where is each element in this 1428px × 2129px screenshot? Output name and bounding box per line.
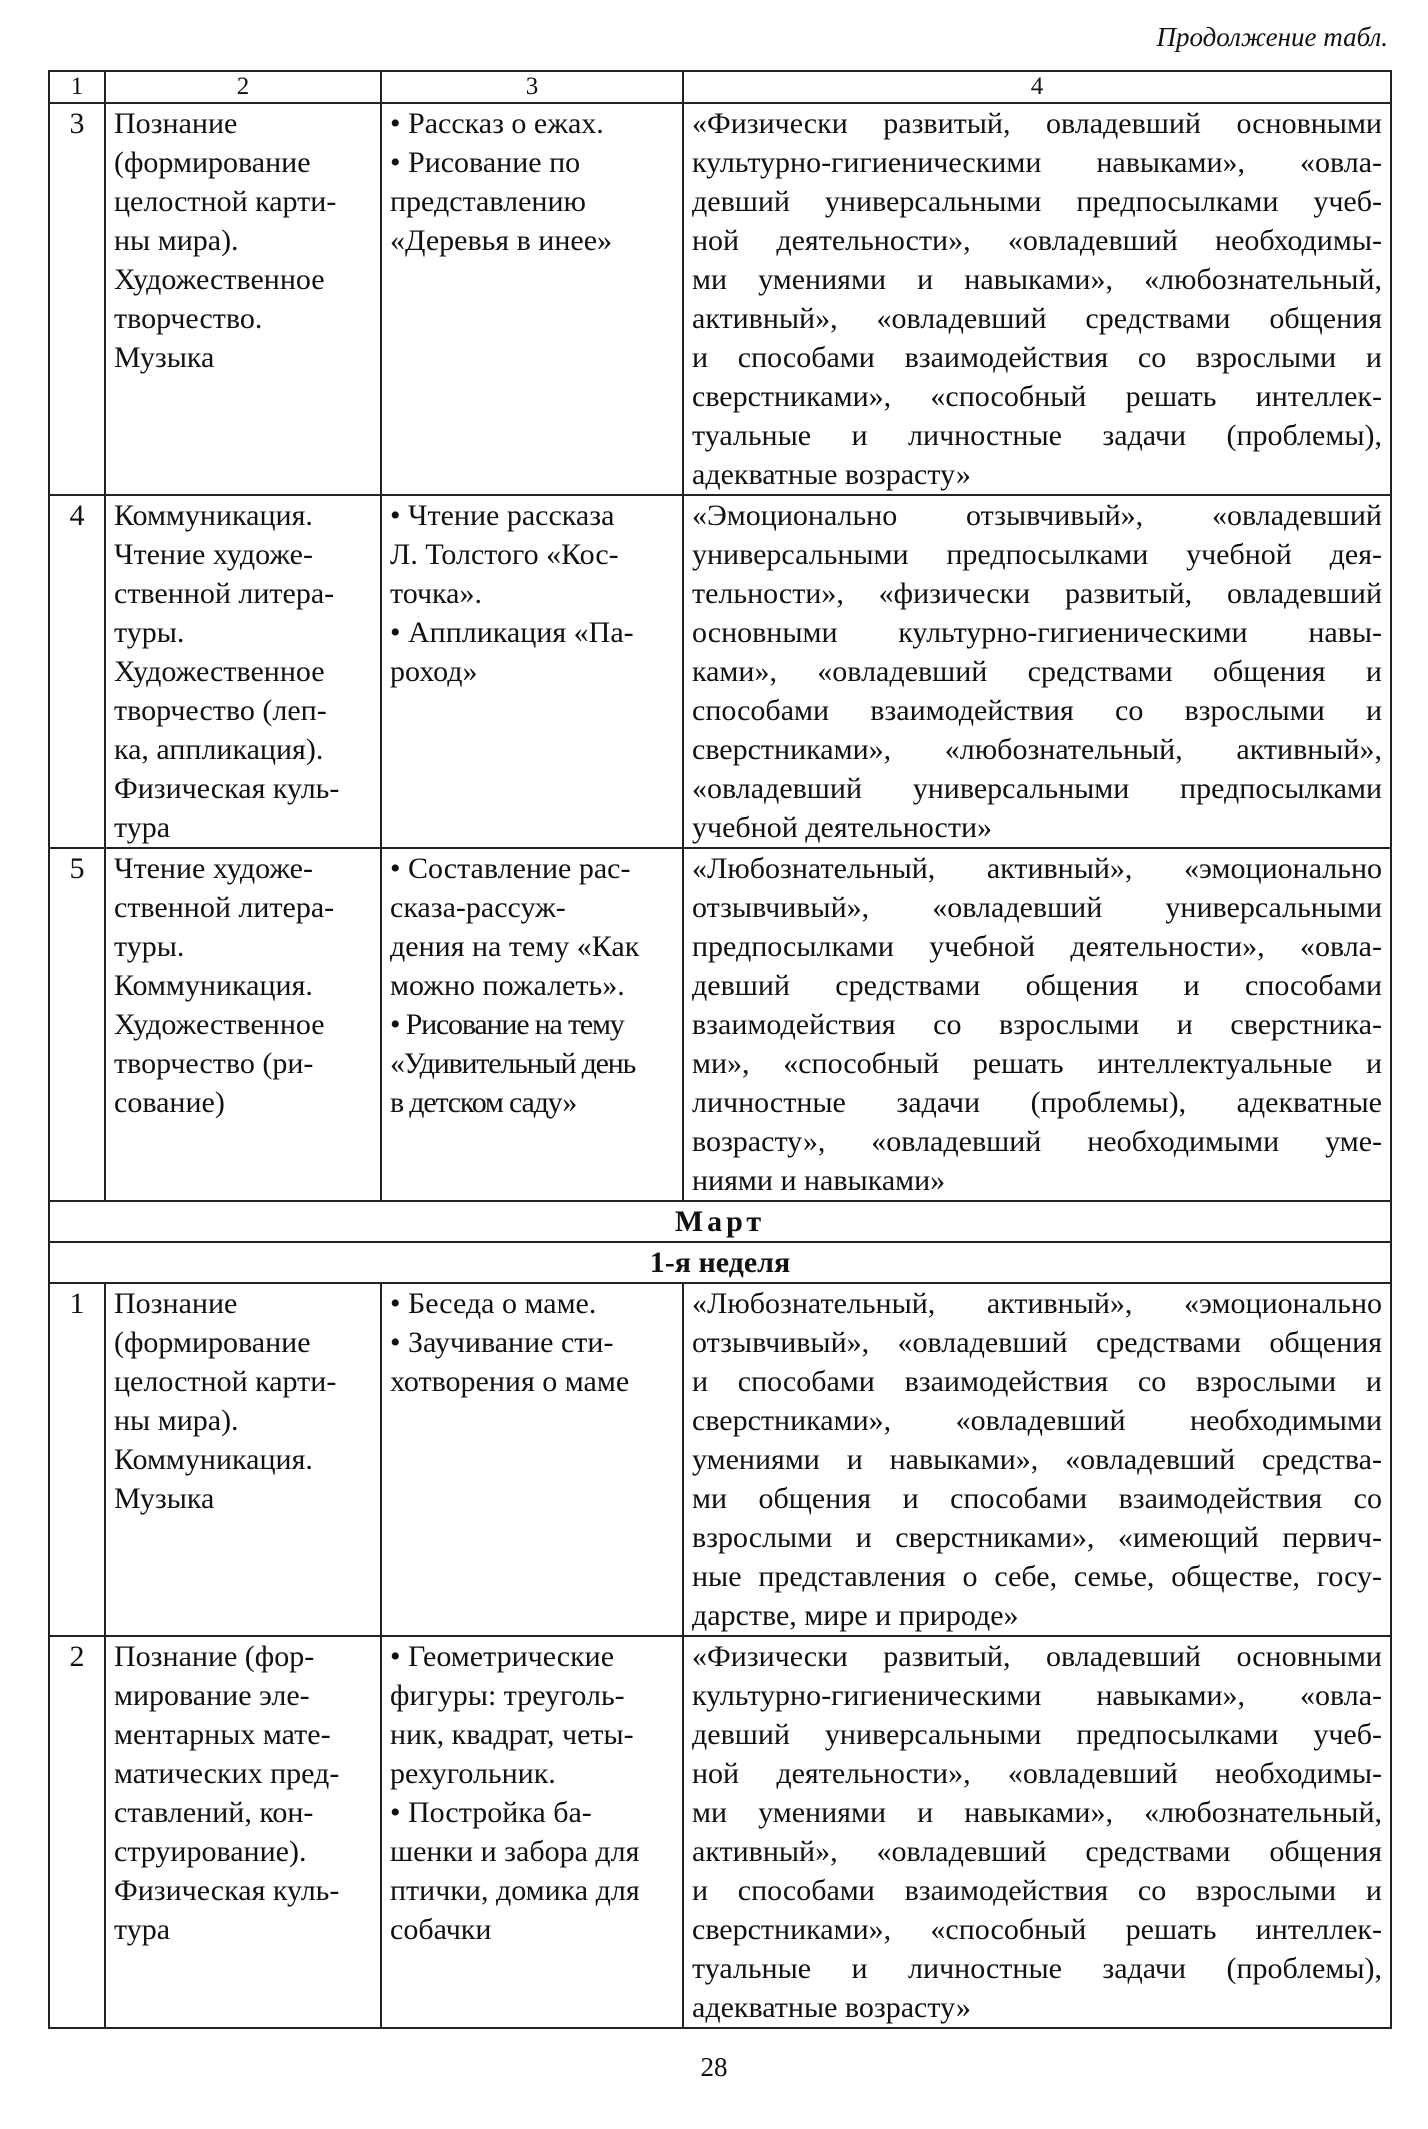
activity-list-line: • Рисование на тему — [390, 1008, 624, 1041]
integrative-qualities-line: культурно-гигиеническими навыками», «овла- — [692, 1679, 1382, 1712]
activity-list-line: • Аппликация «Па- — [390, 616, 634, 649]
activity-area-line: ставлений, кон- — [114, 1796, 314, 1829]
integrative-qualities-line: адекватные возрасту» — [692, 1991, 971, 2024]
activity-list-line: • Рассказ о ежах. — [390, 107, 604, 140]
activity-list-line: птички, домика для — [390, 1874, 640, 1907]
activity-area-line: (формирование — [114, 1326, 311, 1359]
integrative-qualities — [683, 103, 1391, 495]
column-number: 4 — [683, 71, 1391, 103]
month-heading: Март — [49, 1201, 1391, 1242]
integrative-qualities-line: универсальными предпосылками учебной дея- — [692, 538, 1382, 571]
activity-area-line: творчество. — [114, 302, 263, 335]
row-number: 5 — [49, 848, 105, 1201]
activity-area-line: Музыка — [114, 341, 215, 374]
activity-area-line: Музыка — [114, 1482, 215, 1515]
week-heading-row — [49, 1242, 1391, 1283]
row-number: 3 — [49, 103, 105, 495]
activity-area-line: тура — [114, 811, 171, 844]
integrative-qualities-line: сверстниками», «любознательный, активный», — [692, 733, 1382, 766]
activity-area-line: матических пред- — [114, 1757, 340, 1790]
integrative-qualities-line: девший средствами общения и способами — [692, 969, 1382, 1002]
integrative-qualities-line: сверстниками», «овладевший необходимыми — [692, 1404, 1382, 1437]
integrative-qualities-line: ной деятельности», «овладевший необходимы- — [692, 224, 1382, 257]
activity-list-line: «Деревья в инее» — [390, 224, 613, 257]
activity-area-line: тура — [114, 1913, 171, 1946]
integrative-qualities — [683, 495, 1391, 848]
activity-list-line: ник, квадрат, четы- — [390, 1718, 634, 1751]
activity-list-line: • Геометрические — [390, 1640, 615, 1673]
integrative-qualities-line: ми умениями и навыками», «любознательный, — [692, 1796, 1382, 1829]
activity-area-line: Коммуникация. — [114, 1443, 313, 1476]
activity-area-line: Физическая куль- — [114, 1874, 340, 1907]
activity-area-line: Коммуникация. — [114, 499, 313, 532]
integrative-qualities-line: девший универсальными предпосылками учеб- — [692, 1718, 1382, 1751]
week-heading: 1-я неделя — [49, 1242, 1391, 1283]
integrative-qualities — [683, 848, 1391, 1201]
activity-list-line: представлению — [390, 185, 586, 218]
table-body — [49, 71, 1391, 2028]
activity-area-line: Коммуникация. — [114, 969, 313, 1002]
row-number: 4 — [49, 495, 105, 848]
integrative-qualities-line: «Любознательный, активный», «эмоционально — [692, 852, 1382, 885]
continuation-label: Продолжение табл. — [1156, 22, 1388, 52]
activity-list — [381, 1636, 683, 2028]
column-number-row — [49, 71, 1391, 103]
integrative-qualities-line: туальные и личностные задачи (проблемы), — [692, 1952, 1382, 1985]
integrative-qualities-line: ниями и навыками» — [692, 1164, 946, 1197]
activity-list — [381, 848, 683, 1201]
integrative-qualities-line: взаимодействия со взрослыми и сверстника- — [692, 1008, 1382, 1041]
activity-area-line: ственной литера- — [114, 891, 335, 924]
table-row — [49, 848, 1391, 1201]
activity-list-line: хотворения о маме — [390, 1365, 630, 1398]
activity-list-line: рехугольник. — [390, 1757, 556, 1790]
activity-area-line: ментарных мате- — [114, 1718, 331, 1751]
integrative-qualities-line: активный», «овладевший средствами общения — [692, 302, 1382, 335]
activity-list — [381, 495, 683, 848]
column-number: 2 — [105, 71, 381, 103]
integrative-qualities-line: «Эмоционально отзывчивый», «овладевший — [692, 499, 1382, 532]
table-row — [49, 1283, 1391, 1636]
table-row — [49, 1636, 1391, 2028]
activity-area-line: (формирование — [114, 146, 311, 179]
activity-list-line: • Рисование по — [390, 146, 581, 179]
activity-list-line: роход» — [390, 655, 478, 688]
integrative-qualities-line: «Физически развитый, овладевший основными — [692, 1640, 1382, 1673]
activity-area-line: ны мира). — [114, 1404, 239, 1437]
integrative-qualities — [683, 1283, 1391, 1636]
activity-area-line: ны мира). — [114, 224, 239, 257]
activity-list-line: • Заучивание сти- — [390, 1326, 614, 1359]
integrative-qualities-line: основными культурно-гигиеническими навы- — [692, 616, 1382, 649]
activity-list-line: сказа-рассуж- — [390, 891, 566, 924]
integrative-qualities-line: «Физически развитый, овладевший основными — [692, 107, 1382, 140]
integrative-qualities-line: адекватные возрасту» — [692, 458, 971, 491]
activity-area-line: Физическая куль- — [114, 772, 340, 805]
integrative-qualities-line: отзывчивый», «овладевший средствами общения — [692, 1326, 1382, 1359]
integrative-qualities-line: личностные задачи (проблемы), адекватные — [692, 1086, 1382, 1119]
activity-list-line: шенки и забора для — [390, 1835, 640, 1868]
integrative-qualities-line: сверстниками», «способный решать интеллек- — [692, 380, 1382, 413]
activity-list-line: собачки — [390, 1913, 492, 1946]
activity-area-line: ка, аппликация). — [114, 733, 324, 766]
integrative-qualities-line: ми», «способный решать интеллектуальные и — [692, 1047, 1382, 1080]
activity-list-line: дения на тему «Как — [390, 930, 640, 963]
integrative-qualities-line: ми умениями и навыками», «любознательный, — [692, 263, 1382, 296]
activity-area-line: Познание — [114, 107, 238, 140]
integrative-qualities-line: умениями и навыками», «овладевший средства- — [692, 1443, 1382, 1476]
integrative-qualities-line: и способами взаимодействия со взрослыми и — [692, 1365, 1382, 1398]
row-number: 1 — [49, 1283, 105, 1636]
activity-list — [381, 103, 683, 495]
page-number: 28 — [700, 2052, 728, 2082]
table-row — [49, 495, 1391, 848]
activity-list-line: • Постройка ба- — [390, 1796, 592, 1829]
integrative-qualities-line: и способами взаимодействия со взрослыми и — [692, 341, 1382, 374]
integrative-qualities-line: туальные и личностные задачи (проблемы), — [692, 419, 1382, 452]
activity-area-line: струирование). — [114, 1835, 307, 1868]
activity-area-line: творчество (ри- — [114, 1047, 314, 1080]
integrative-qualities-line: «Любознательный, активный», «эмоционально — [692, 1287, 1382, 1320]
activity-area-line: творчество (леп- — [114, 694, 327, 727]
activity-list-line: можно пожалеть». — [390, 969, 625, 1002]
activity-area-line: Познание — [114, 1287, 238, 1320]
integrative-qualities-line: культурно-гигиеническими навыками», «овла- — [692, 146, 1382, 179]
activity-list-line: точка». — [390, 577, 482, 610]
integrative-qualities-line: тельности», «физически развитый, овладевший — [692, 577, 1382, 610]
activity-area — [105, 1636, 381, 2028]
activity-area-line: целостной карти- — [114, 1365, 337, 1398]
activity-list-line: фигуры: треуголь- — [390, 1679, 625, 1712]
integrative-qualities-line: ной деятельности», «овладевший необходимы- — [692, 1757, 1382, 1790]
integrative-qualities-line: ные представления о себе, семье, обществе, госу- — [692, 1560, 1382, 1593]
activity-area-line: ственной литера- — [114, 577, 335, 610]
integrative-qualities — [683, 1636, 1391, 2028]
integrative-qualities-line: ми общения и способами взаимодействия со — [692, 1482, 1382, 1515]
integrative-qualities-line: способами взаимодействия со взрослыми и — [692, 694, 1382, 727]
activity-list-line: Л. Толстого «Кос- — [390, 538, 619, 571]
activity-area-line: Художественное — [114, 655, 325, 688]
activity-area — [105, 495, 381, 848]
activity-area — [105, 103, 381, 495]
integrative-qualities-line: учебной деятельности» — [692, 811, 993, 844]
activity-list-line: в детском саду» — [390, 1086, 577, 1119]
activity-area-line: целостной карти- — [114, 185, 337, 218]
activity-list-line: • Беседа о маме. — [390, 1287, 597, 1320]
activity-area-line: мирование эле- — [114, 1679, 310, 1712]
table-row — [49, 103, 1391, 495]
activity-list-line: • Составление рас- — [390, 852, 631, 885]
activity-area-line: сование) — [114, 1086, 225, 1119]
integrative-qualities-line: сверстниками», «способный решать интеллек- — [692, 1913, 1382, 1946]
row-number: 2 — [49, 1636, 105, 2028]
month-heading-row — [49, 1201, 1391, 1242]
integrative-qualities-line: ками», «овладевший средствами общения и — [692, 655, 1382, 688]
activity-area-line: Чтение художе- — [114, 538, 313, 571]
activity-area-line: Художественное — [114, 263, 325, 296]
integrative-qualities-line: дарстве, мире и природе» — [692, 1599, 1019, 1632]
activity-area-line: Художественное — [114, 1008, 325, 1041]
activity-area-line: туры. — [114, 930, 185, 963]
activity-area — [105, 1283, 381, 1636]
activity-area-line: Чтение художе- — [114, 852, 313, 885]
integrative-qualities-line: возрасту», «овладевший необходимыми уме- — [692, 1125, 1382, 1158]
column-number: 3 — [381, 71, 683, 103]
activity-area — [105, 848, 381, 1201]
integrative-qualities-line: взрослыми и сверстниками», «имеющий первич- — [692, 1521, 1382, 1554]
integrative-qualities-line: «овладевший универсальными предпосылками — [692, 772, 1382, 805]
activity-list-line: «Удивительный день — [390, 1047, 636, 1080]
activity-area-line: туры. — [114, 616, 185, 649]
column-number: 1 — [49, 71, 105, 103]
activity-area-line: Познание (фор- — [114, 1640, 315, 1673]
activity-list-line: • Чтение рассказа — [390, 499, 615, 532]
integrative-qualities-line: и способами взаимодействия со взрослыми и — [692, 1874, 1382, 1907]
integrative-qualities-line: отзывчивый», «овладевший универсальными — [692, 891, 1382, 924]
integrative-qualities-line: девший универсальными предпосылками учеб- — [692, 185, 1382, 218]
integrative-qualities-line: активный», «овладевший средствами общения — [692, 1835, 1382, 1868]
activities-table — [48, 70, 1392, 2029]
integrative-qualities-line: предпосылками учебной деятельности», «овла- — [692, 930, 1382, 963]
activity-list — [381, 1283, 683, 1636]
